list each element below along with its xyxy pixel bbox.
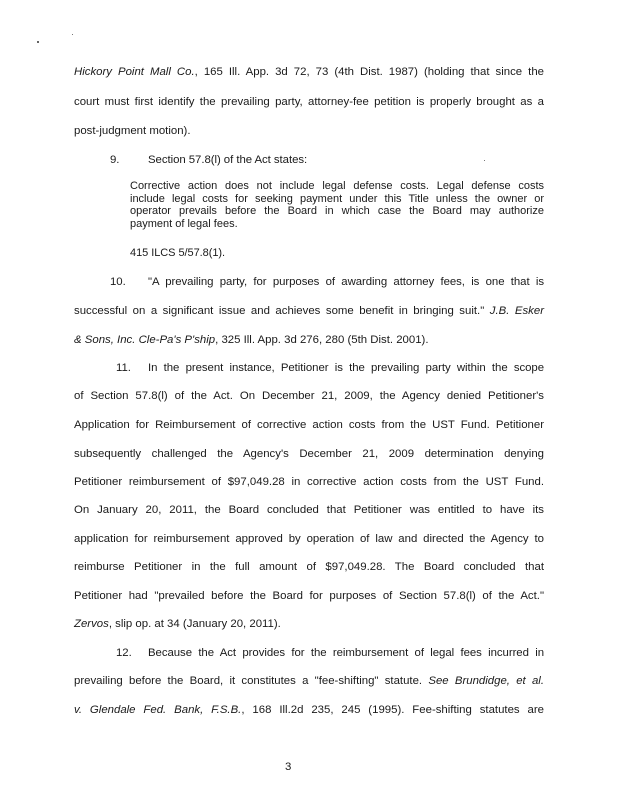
text-line: v. Glendale Fed. Bank, F.S.B., 168 Ill.2d 235, 245 (1995). Fee-shifting statutes are — [74, 704, 544, 716]
page-number: 3 — [285, 761, 292, 773]
quote-line: include legal costs for seeking payment under this Title unless the owner or — [130, 192, 544, 205]
text-line: Petitioner had "prevailed before the Board for purposes of Section 57.8(l) of the Act." — [74, 590, 544, 602]
text-line: prevailing before the Board, it constitutes a "fee-shifting" statute. See Brundidge, et al. — [74, 675, 544, 687]
quote-line: operator prevails before the Board in which case the Board may authorize — [130, 205, 544, 218]
text-line: In the present instance, Petitioner is the prevailing party within the scope — [148, 362, 544, 374]
text-line: Section 57.8(l) of the Act states: — [148, 154, 308, 166]
text-line: Application for Reimbursement of corrective action costs from the UST Fund. Petitioner — [74, 419, 544, 431]
block-quote — [130, 180, 544, 230]
text-line: successful on a significant issue and achieves some benefit in bringing suit." J.B. Esker — [74, 305, 544, 317]
text-line: "A prevailing party, for purposes of awarding attorney fees, is one that is — [148, 276, 544, 288]
text-line: & Sons, Inc. Cle-Pa's P'ship, 325 Ill. App. 3d 276, 280 (5th Dist. 2001). — [74, 334, 429, 346]
text-line: Because the Act provides for the reimbursement of legal fees incurred in — [148, 647, 544, 659]
scan-speck — [37, 41, 39, 43]
text-line: subsequently challenged the Agency's December 21, 2009 determination denying — [74, 448, 544, 460]
paragraph-number: 12. — [116, 647, 132, 659]
quote-line: Corrective action does not include legal defense costs. Legal defense costs — [130, 180, 544, 192]
paragraph-number: 10. — [110, 276, 126, 288]
text-line: application for reimbursement approved by operation of law and directed the Agency to — [74, 533, 544, 545]
text-line: of Section 57.8(l) of the Act. On December 21, 2009, the Agency denied Petitioner's — [74, 390, 544, 402]
paragraph-number: 11. — [116, 362, 131, 374]
text-line: court must first identify the prevailing party, attorney-fee petition is properly brought as a — [74, 96, 544, 108]
paragraph-number: 9. — [110, 154, 120, 166]
text-line: post-judgment motion). — [74, 125, 191, 137]
statute-citation: 415 ILCS 5/57.8(1). — [130, 247, 226, 259]
text-line: reimburse Petitioner in the full amount of $97,049.28. The Board concluded that — [74, 561, 544, 573]
scan-speck — [484, 160, 485, 161]
text-line: Hickory Point Mall Co., 165 Ill. App. 3d 72, 73 (4th Dist. 1987) (holding that since the — [74, 66, 544, 78]
text-line: On January 20, 2011, the Board concluded that Petitioner was entitled to have its — [74, 504, 544, 516]
scan-speck — [72, 34, 73, 35]
quote-line: payment of legal fees. — [130, 217, 238, 230]
text-line: Petitioner reimbursement of $97,049.28 in corrective action costs from the UST Fund. — [74, 476, 544, 488]
text-line: Zervos, slip op. at 34 (January 20, 2011). — [74, 618, 281, 630]
